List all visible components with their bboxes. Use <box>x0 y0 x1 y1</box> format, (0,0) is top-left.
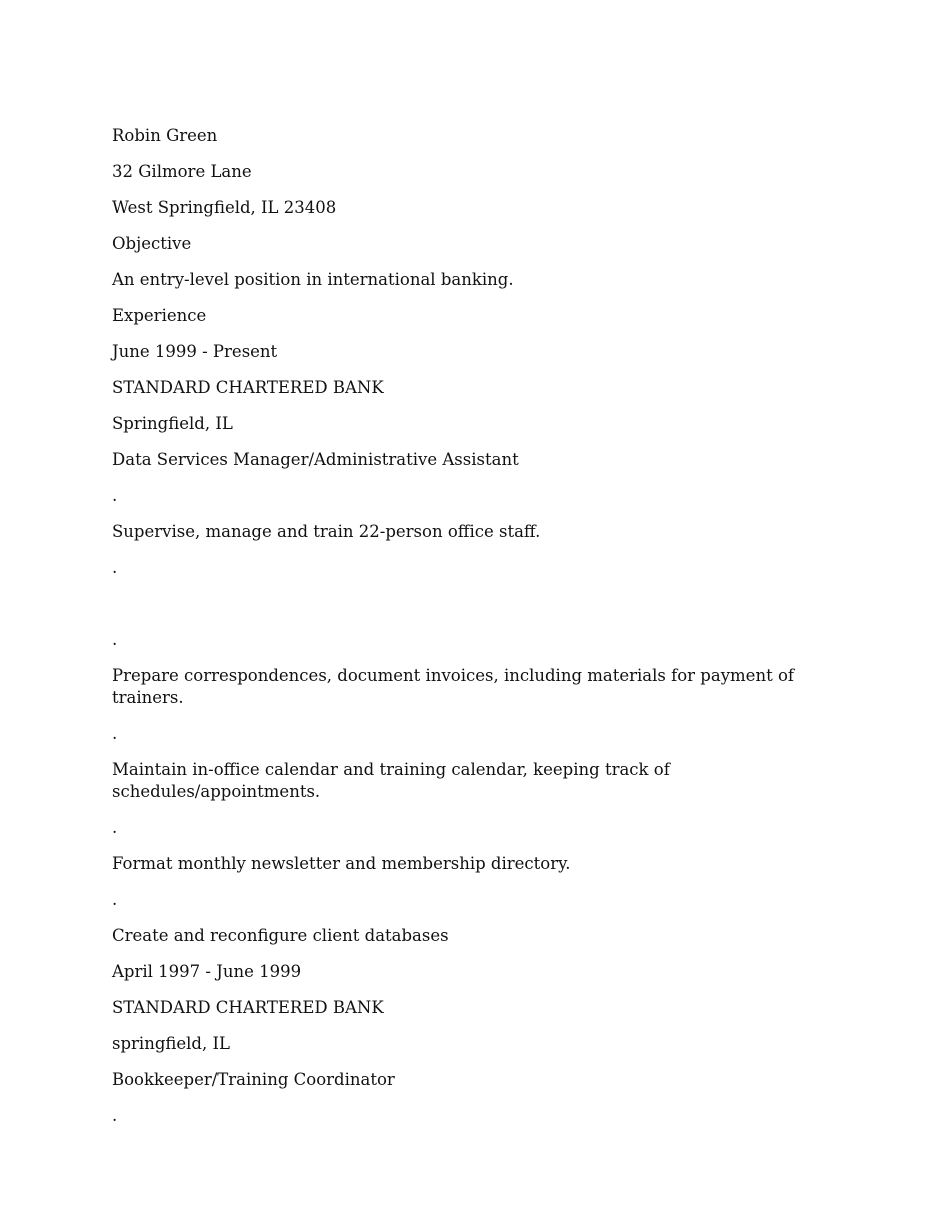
duty-item: Prepare correspondences, document invoices, including materials for payment of trainers. <box>112 666 794 707</box>
duty-item: Format monthly newsletter and membership directory. <box>112 854 571 873</box>
address-line-1: 32 Gilmore Lane <box>112 162 252 181</box>
bullet-marker: . <box>112 724 118 743</box>
duty-item: Supervise, manage and train 22-person office staff. <box>112 522 541 541</box>
bullet-marker: . <box>112 890 118 909</box>
resume-content <box>112 125 842 1141</box>
duty-item: Create and reconfigure client databases <box>112 926 449 945</box>
bullet-marker: . <box>112 818 118 837</box>
bullet-marker: . <box>112 486 118 505</box>
job-2-employer: STANDARD CHARTERED BANK <box>112 998 384 1017</box>
objective-text: An entry-level position in international banking. <box>112 270 514 289</box>
job-2-location: springfield, IL <box>112 1034 230 1053</box>
bullet-marker: . <box>112 630 118 649</box>
bullet-marker: . <box>112 558 118 577</box>
objective-heading: Objective <box>112 234 192 253</box>
bullet-marker: . <box>112 1106 118 1125</box>
job-1-location: Springfield, IL <box>112 414 233 433</box>
candidate-name: Robin Green <box>112 126 218 145</box>
address-line-2: West Springfield, IL 23408 <box>112 198 337 217</box>
empty-duty-item <box>112 593 842 629</box>
job-1-employer: STANDARD CHARTERED BANK <box>112 378 384 397</box>
job-2-title: Bookkeeper/Training Coordinator <box>112 1070 395 1089</box>
experience-heading: Experience <box>112 306 207 325</box>
job-2-dates: April 1997 - June 1999 <box>112 962 302 981</box>
job-1-dates: June 1999 - Present <box>112 342 278 361</box>
job-1-title: Data Services Manager/Administrative Assistant <box>112 450 519 469</box>
duty-item: Maintain in-office calendar and training calendar, keeping track of schedules/appointments. <box>112 760 670 801</box>
